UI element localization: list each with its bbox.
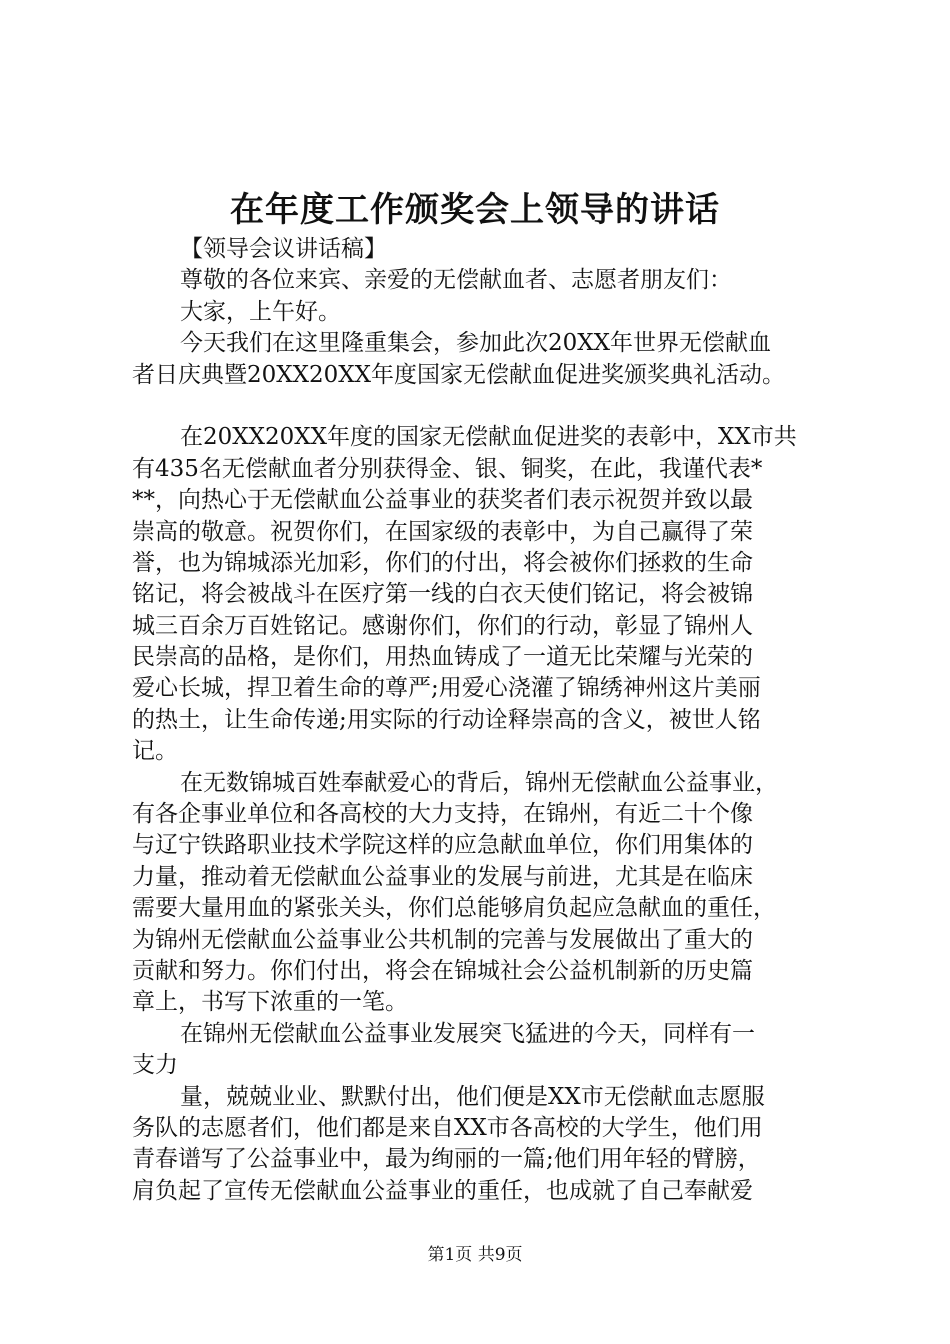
text-line: 肩负起了宣传无偿献血公益事业的重任，也成就了自己奉献爱 [132, 1177, 753, 1204]
text-line: 者日庆典暨20XX20XX年度国家无偿献血促进奖颁奖典礼活动。 [132, 361, 786, 388]
text-line: 在锦州无偿献血公益事业发展突飞猛进的今天，同样有一 [180, 1020, 755, 1047]
text-line: 城三百余万百姓铭记。感谢你们，你们的行动，彰显了锦州人 [132, 612, 753, 639]
text-line: **，向热心于无偿献血公益事业的获奖者们表示祝贺并致以最 [132, 487, 753, 514]
text-line: 誉，也为锦城添光加彩，你们的付出，将会被你们拯救的生命 [132, 549, 753, 576]
document-body [132, 234, 832, 1207]
document-title: 在年度工作颁奖会上领导的讲话 [230, 190, 720, 230]
text-line: 在无数锦城百姓奉献爱心的背后，锦州无偿献血公益事业， [180, 769, 778, 796]
blank-line [132, 391, 832, 422]
text-line: 崇高的敬意。祝贺你们，在国家级的表彰中，为自己赢得了荣 [132, 518, 753, 545]
text-line: 爱心长城，捍卫着生命的尊严;用爱心浇灌了锦绣神州这片美丽 [132, 675, 761, 702]
text-line: 支力 [132, 1052, 178, 1079]
text-line: 有435名无偿献血者分别获得金、银、铜奖，在此，我谨代表* [132, 455, 763, 482]
text-line: 为锦州无偿献血公益事业公共机制的完善与发展做出了重大的 [132, 926, 753, 953]
page-footer: 第1页 共9页 [427, 1245, 523, 1265]
text-line: 记。 [132, 738, 178, 765]
text-line: 章上，书写下浓重的一笔。 [132, 989, 408, 1016]
text-line: 铭记，将会被战斗在医疗第一线的白衣天使们铭记，将会被锦 [132, 581, 753, 608]
text-line: 大家，上午好。 [180, 298, 341, 325]
text-line: 在20XX20XX年度的国家无偿献血促进奖的表彰中，XX市共 [180, 424, 797, 451]
text-line: 【领导会议讲话稿】 [180, 236, 387, 262]
text-line: 有各企事业单位和各高校的大力支持，在锦州，有近二十个像 [132, 801, 753, 828]
text-line: 与辽宁铁路职业技术学院这样的应急献血单位，你们用集体的 [132, 832, 753, 859]
text-line: 青春谱写了公益事业中，最为绚丽的一篇;他们用年轻的臂膀， [132, 1146, 761, 1173]
text-line: 量，兢兢业业、默默付出，他们便是XX市无偿献血志愿服 [180, 1083, 765, 1110]
text-line: 的热土，让生命传递;用实际的行动诠释崇高的含义，被世人铭 [132, 706, 761, 733]
text-line: 力量，推动着无偿献血公益事业的发展与前进，尤其是在临床 [132, 863, 753, 890]
text-line: 贡献和努力。你们付出，将会在锦城社会公益机制新的历史篇 [132, 957, 753, 984]
text-line: 尊敬的各位来宾、亲爱的无偿献血者、志愿者朋友们： [180, 267, 732, 294]
text-line: 今天我们在这里隆重集会，参加此次20XX年世界无偿献血 [180, 330, 772, 357]
text-line: 民崇高的品格，是你们，用热血铸成了一道无比荣耀与光荣的 [132, 644, 753, 671]
text-line: 务队的志愿者们，他们都是来自XX市各高校的大学生，他们用 [132, 1114, 763, 1141]
text-line: 需要大量用血的紧张关头，你们总能够肩负起应急献血的重任， [132, 895, 776, 922]
